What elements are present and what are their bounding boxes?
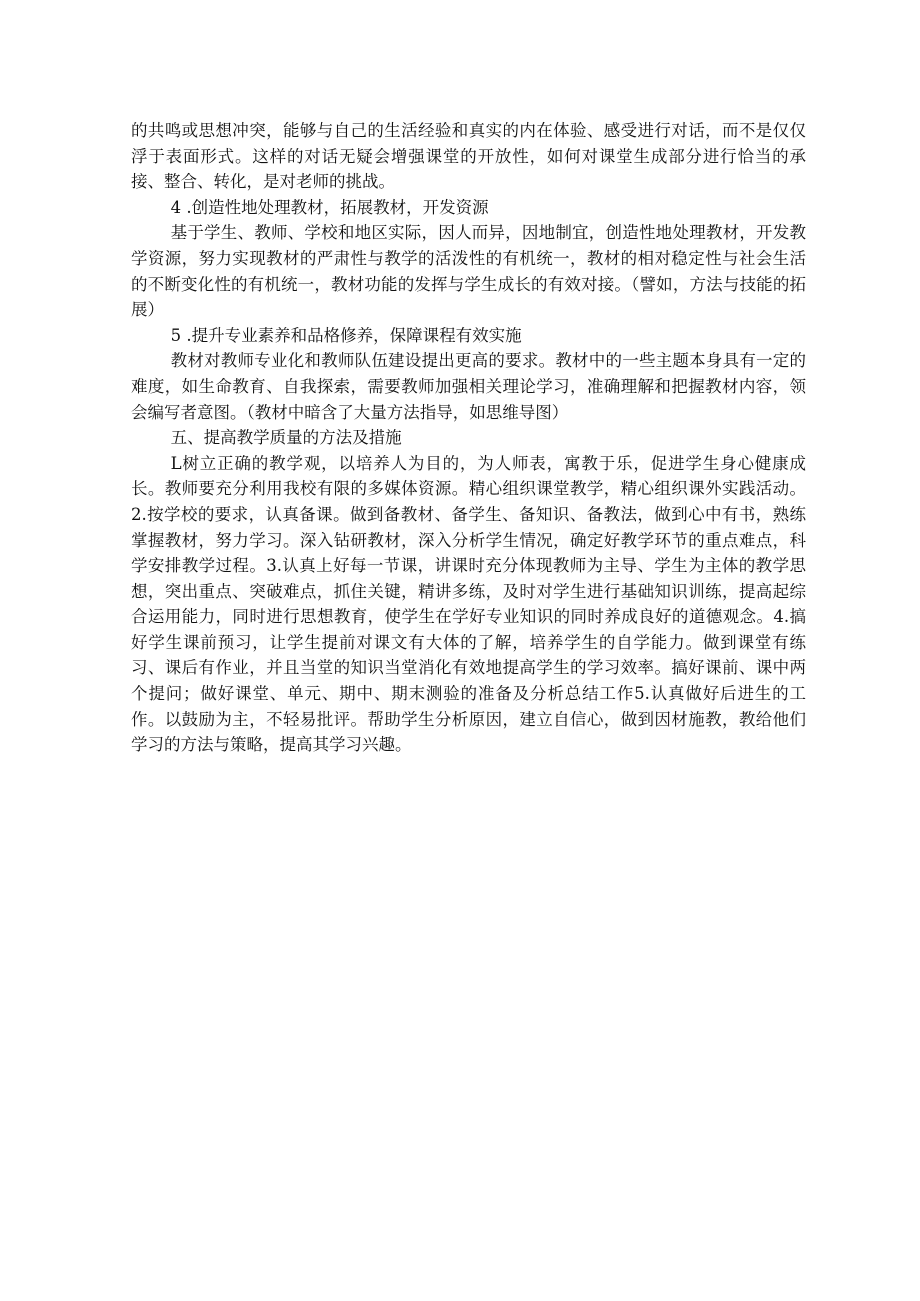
document-body: [131, 118, 806, 758]
chapter-heading-5: 五、提高教学质量的方法及措施: [170, 428, 402, 448]
paragraph-methods-measures: L树立正确的教学观，以培养人为目的，为人师表，寓教于乐，促进学生身心健康成长。教师要充分利用我校有限的多媒体资源。精心组织课堂教学，精心组织课外实践活动。2.按学校的要求，认真备课。做到备教材、备学生、备知识、备教法，做到心中有书，熟练掌握教材，努力学习。深入钻研教材，深入分析学生情况，确定好教学环节的重点难点，科学安排教学过程。3.认真上好每一节课，讲课时充分体现教师为主导、学生为主体的教学思想，突出重点、突破难点，抓住关键，精讲多练，及时对学生进行基础知识训练，提高起综合运用能力，同时进行思想教育，使学生在学好专业知识的同时养成良好的道德观念。4.搞好学生课前预习，让学生提前对课文有大体的了解，培养学生的自学能力。做到课堂有练习、课后有作业，并且当堂的知识当堂消化有效地提高学生的学习效率。搞好课前、课中两个提问；做好课堂、单元、期中、期末测验的准备及分析总结工作5.认真做好后进生的工作。以鼓励为主，不轻易批评。帮助学生分析原因，建立自信心，做到因材施教，教给他们学习的方法与策略，提高其学习兴趣。: [131, 453, 806, 755]
paragraph-professional-development: 教材对教师专业化和教师队伍建设提出更高的要求。教材中的一些主题本身具有一定的难度，如生命教育、自我探索，需要教师加强相关理论学习，准确理解和把握教材内容，领会编写者意图。（教材中暗含了大量方法指导，如思维导图）: [131, 351, 806, 422]
section-heading-5: 5 .提升专业素养和品格修养，保障课程有效实施: [170, 325, 522, 345]
paragraph-continuation: 的共鸣或思想冲突，能够与自己的生活经验和真实的内在体验、感受进行对话，而不是仅仅浮于表面形式。这样的对话无疑会增强课堂的开放性，如何对课堂生成部分进行恰当的承接、整合、转化，是对老师的挑战。: [131, 121, 806, 192]
section-heading-4: 4 .创造性地处理教材，拓展教材，开发资源: [170, 197, 489, 217]
paragraph-teaching-materials: 基于学生、教师、学校和地区实际，因人而异，因地制宜，创造性地处理教材，开发教学资源，努力实现教材的严肃性与教学的活泼性的有机统一，教材的相对稳定性与社会生活的不断变化性的有机统一，教材功能的发挥与学生成长的有效对接。（譬如，方法与技能的拓展）: [131, 223, 806, 320]
